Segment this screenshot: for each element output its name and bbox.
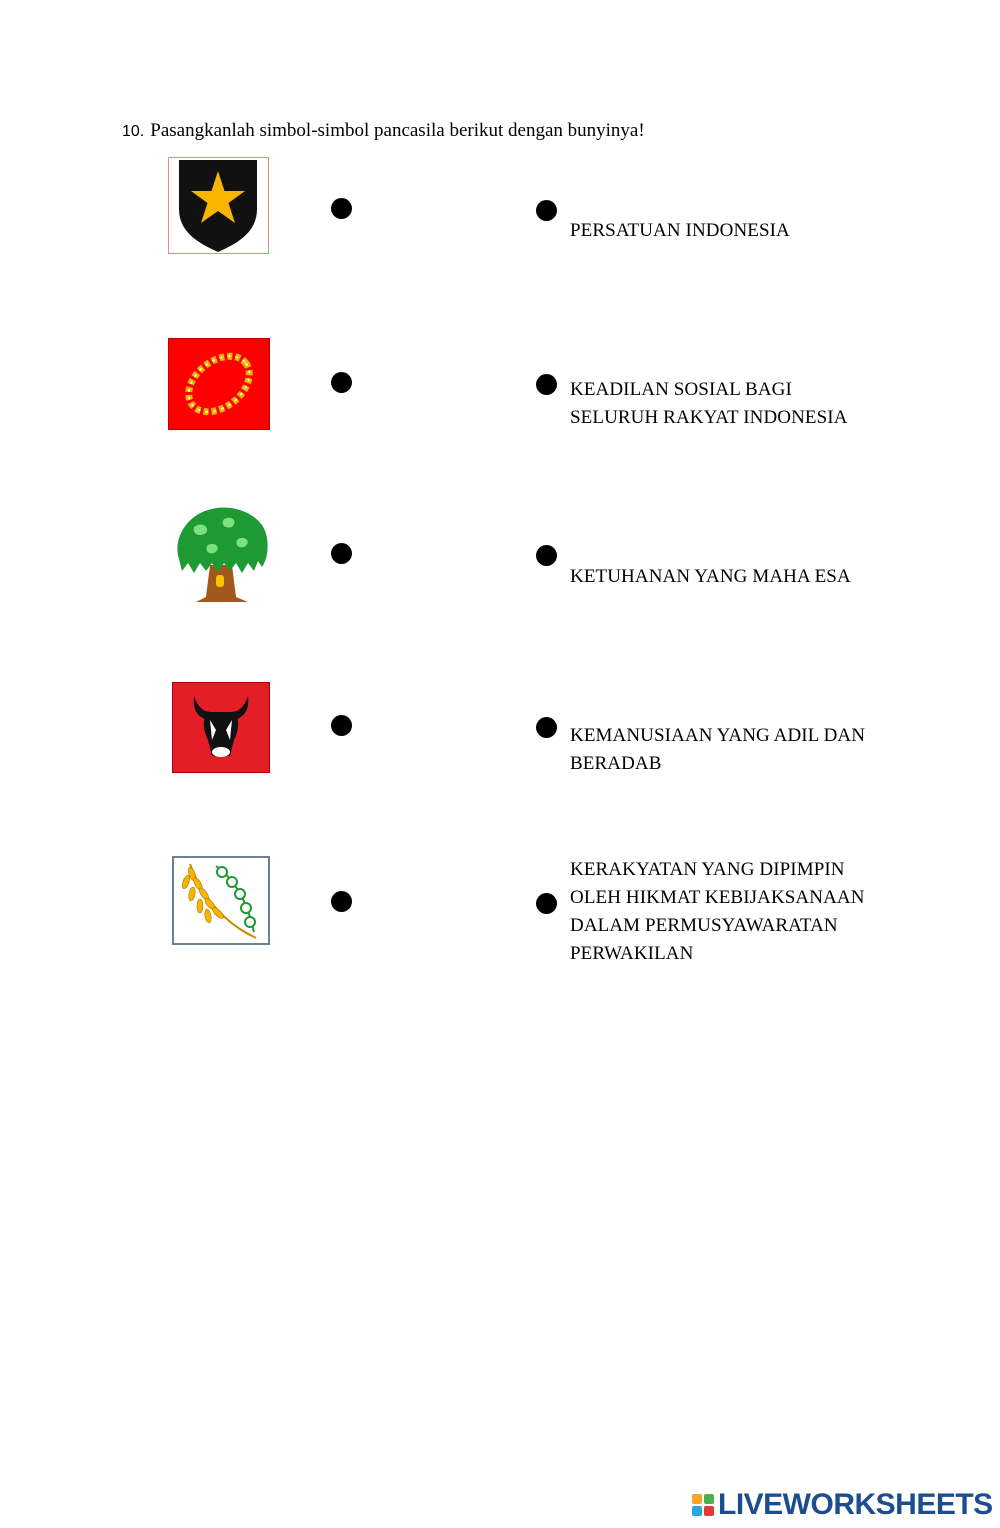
answer-line: KEADILAN SOSIAL BAGI xyxy=(570,379,792,400)
answer-line: SELURUH RAKYAT INDONESIA xyxy=(570,407,848,428)
answer-line: KERAKYATAN YANG DIPIMPIN xyxy=(570,859,845,880)
answer-text-2 xyxy=(570,376,848,432)
answer-dot-3[interactable] xyxy=(536,545,557,566)
symbol-dot-3[interactable] xyxy=(331,543,352,564)
question xyxy=(122,119,645,144)
answer-text-3 xyxy=(570,563,851,591)
symbol-dot-4[interactable] xyxy=(331,715,352,736)
answer-line: OLEH HIKMAT KEBIJAKSANAAN xyxy=(570,887,865,908)
answer-text-1 xyxy=(570,217,790,245)
question-text: Pasangkanlah simbol-simbol pancasila berikut dengan bunyinya! xyxy=(150,120,645,141)
answer-text-5 xyxy=(570,856,865,968)
rice-cotton-icon xyxy=(172,856,270,945)
answer-line: KETUHANAN YANG MAHA ESA xyxy=(570,566,851,587)
answer-dot-2[interactable] xyxy=(536,374,557,395)
bull-head-icon xyxy=(172,682,270,773)
symbol-dot-1[interactable] xyxy=(331,198,352,219)
question-number: 10. xyxy=(122,123,145,140)
answer-dot-1[interactable] xyxy=(536,200,557,221)
liveworksheets-logo-icon xyxy=(692,1494,714,1516)
answer-text-4 xyxy=(570,722,865,778)
answer-line: KEMANUSIAAN YANG ADIL DAN xyxy=(570,725,866,746)
chain-icon xyxy=(168,338,270,430)
symbol-dot-2[interactable] xyxy=(331,372,352,393)
logo-text: LIVEWORKSHEETS xyxy=(718,1488,993,1521)
answer-line: PERSATUAN INDONESIA xyxy=(570,220,790,241)
answer-dot-4[interactable] xyxy=(536,717,557,738)
answer-dot-5[interactable] xyxy=(536,893,557,914)
liveworksheets-logo[interactable] xyxy=(692,1488,993,1522)
symbol-dot-5[interactable] xyxy=(331,891,352,912)
answer-line: BERADAB xyxy=(570,753,662,774)
answer-line: PERWAKILAN xyxy=(570,943,694,964)
answer-line: DALAM PERMUSYAWARATAN xyxy=(570,915,838,936)
star-shield-icon xyxy=(168,157,269,254)
banyan-tree-icon xyxy=(172,505,270,605)
